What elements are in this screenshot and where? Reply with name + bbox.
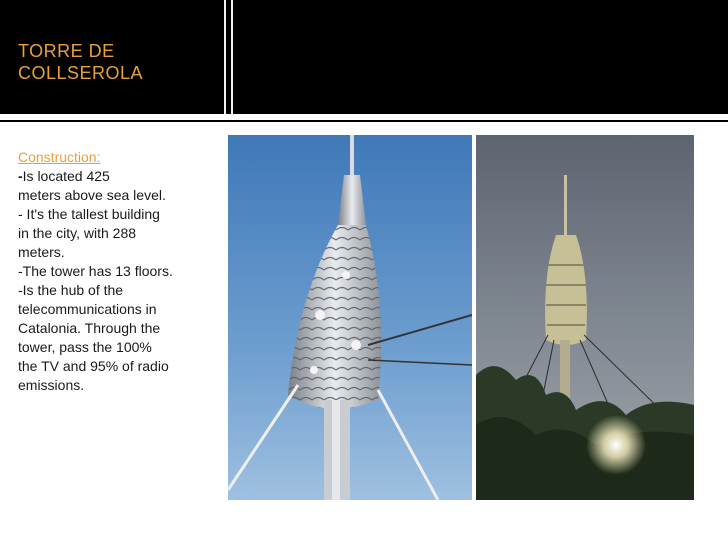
title-divider-left	[224, 0, 226, 114]
tower-night-photo	[476, 135, 694, 500]
body-line: the TV and 95% of radio	[18, 358, 169, 374]
body-line: -Is the hub of the	[18, 282, 124, 298]
bullet-dash: -	[18, 168, 23, 184]
slide-title	[18, 40, 218, 84]
title-divider-right	[231, 0, 233, 114]
body-line: telecommunications in	[18, 301, 157, 317]
body-line: in the city, with 288	[18, 225, 137, 241]
slide-title-line1: TORRE DE	[18, 41, 115, 61]
header-rule	[0, 120, 728, 122]
slide-title-line2: COLLSEROLA	[18, 63, 144, 83]
title-bar	[0, 0, 728, 114]
body-text	[18, 148, 208, 395]
section-title: Construction:	[18, 149, 101, 165]
body-line: -The tower has 13 floors.	[18, 263, 173, 279]
body-line	[18, 167, 208, 186]
body-line: - It's the tallest building	[18, 206, 160, 222]
body-line: Catalonia. Through the	[18, 320, 161, 336]
body-line: meters.	[18, 244, 65, 260]
body-line-text: Is located 425	[22, 168, 110, 184]
body-line: tower, pass the 100%	[18, 339, 152, 355]
body-line: emissions.	[18, 377, 85, 393]
tower-daytime-photo	[228, 135, 472, 500]
body-line: meters above sea level.	[18, 187, 166, 203]
